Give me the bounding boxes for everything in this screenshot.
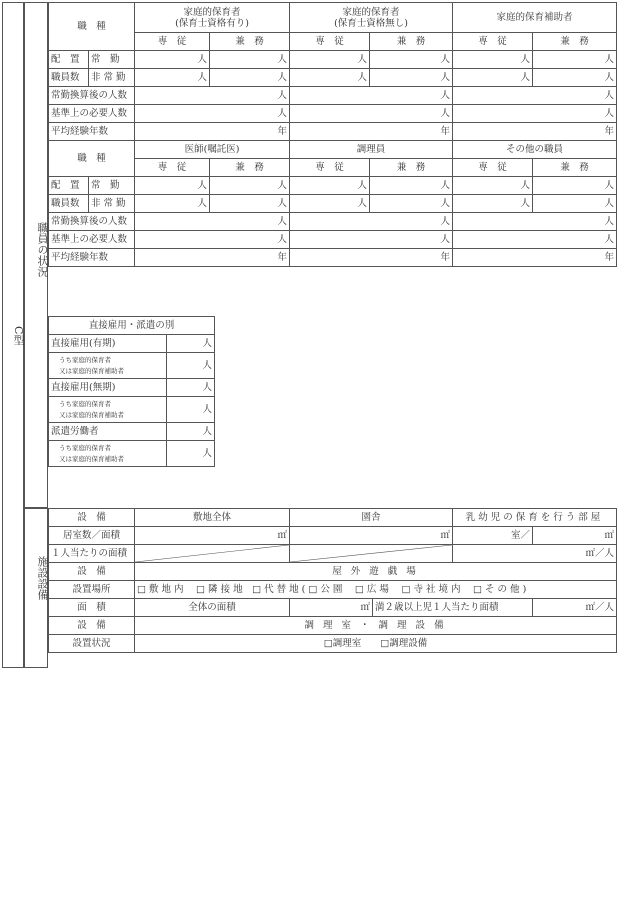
fulltime-label: 常 勤: [89, 177, 135, 195]
person-input[interactable]: 人: [210, 51, 290, 69]
count-label: 職員数: [49, 69, 89, 87]
over2-area-label: 満２歳以上児１人当たり面積: [373, 599, 533, 617]
person-input[interactable]: 人: [290, 51, 370, 69]
facility-section-label: 施設設備: [36, 556, 49, 600]
parttime-label: 非 常 勤: [89, 69, 135, 87]
person-input[interactable]: 人: [453, 213, 617, 231]
year-input[interactable]: 年: [135, 123, 290, 141]
full-label: 専 従: [453, 159, 533, 177]
part-label: 兼 務: [370, 33, 453, 51]
type-label: C型: [12, 326, 25, 346]
room-area-input[interactable]: ㎡: [533, 527, 617, 545]
full-label: 専 従: [135, 159, 210, 177]
kitchen-options[interactable]: □調理室 □調理設備: [135, 635, 617, 653]
equipment-label: 設 備: [49, 617, 135, 635]
person-input[interactable]: 人: [453, 69, 533, 87]
sub-label: うち家庭的保育者 又は家庭的保育補助者: [49, 397, 167, 423]
part-label: 兼 務: [533, 159, 617, 177]
part-label: 兼 務: [533, 33, 617, 51]
person-input[interactable]: 人: [135, 231, 290, 249]
person-input[interactable]: 人: [290, 231, 453, 249]
person-input[interactable]: 人: [167, 353, 215, 379]
alloc-label: 配 置: [49, 51, 89, 69]
part-label: 兼 務: [210, 33, 290, 51]
person-input[interactable]: 人: [167, 335, 215, 353]
col-cook-header: 調理員: [290, 141, 453, 159]
col-unqualified-header: 家庭的保育者 (保育士資格無し): [290, 3, 453, 33]
person-input[interactable]: 人: [290, 105, 453, 123]
full-label: 専 従: [290, 159, 370, 177]
experience-label: 平均経験年数: [49, 249, 135, 267]
alloc-label: 配 置: [49, 177, 89, 195]
slash-icon: [290, 545, 452, 562]
person-input[interactable]: 人: [135, 69, 210, 87]
year-input[interactable]: 年: [135, 249, 290, 267]
room-count-input[interactable]: 室／: [453, 527, 533, 545]
person-input[interactable]: 人: [167, 397, 215, 423]
person-input[interactable]: 人: [167, 379, 215, 397]
dispatch-label: 派遣労働者: [49, 423, 167, 441]
employment-title: 直接雇用・派遣の別: [49, 317, 215, 335]
person-input[interactable]: 人: [453, 195, 533, 213]
install-status-label: 設置状況: [49, 635, 135, 653]
part-label: 兼 務: [210, 159, 290, 177]
over2-area-input[interactable]: ㎡／人: [533, 599, 617, 617]
person-input[interactable]: 人: [167, 441, 215, 467]
direct-fixed-label: 直接雇用(有期): [49, 335, 167, 353]
person-input[interactable]: 人: [290, 213, 453, 231]
experience-label: 平均経験年数: [49, 123, 135, 141]
person-input[interactable]: 人: [135, 51, 210, 69]
parttime-label: 非 常 勤: [89, 195, 135, 213]
required-label: 基準上の必要人数: [49, 105, 135, 123]
person-input[interactable]: 人: [370, 69, 453, 87]
building-area-input[interactable]: ㎡: [290, 527, 453, 545]
person-input[interactable]: 人: [533, 51, 617, 69]
count-label: 職員数: [49, 195, 89, 213]
person-input[interactable]: 人: [453, 105, 617, 123]
person-input[interactable]: 人: [370, 51, 453, 69]
slash-icon: [135, 545, 289, 562]
person-input[interactable]: 人: [210, 69, 290, 87]
person-input[interactable]: 人: [135, 177, 210, 195]
diagonal-cell: [135, 545, 290, 563]
converted-label: 常勤換算後の人数: [49, 87, 135, 105]
col-qualified-header: 家庭的保育者 (保育士資格有り): [135, 3, 290, 33]
col-doctor-header: 医師(嘱託医): [135, 141, 290, 159]
full-label: 専 従: [453, 33, 533, 51]
rooms-area-label: 居室数／面積: [49, 527, 135, 545]
person-input[interactable]: 人: [167, 423, 215, 441]
person-input[interactable]: 人: [135, 213, 290, 231]
col-other-header: その他の職員: [453, 141, 617, 159]
staff-section-label: 職員の状況: [36, 222, 49, 277]
diagonal-cell: [290, 545, 453, 563]
sub-label: うち家庭的保育者 又は家庭的保育補助者: [49, 353, 167, 379]
person-input[interactable]: 人: [533, 195, 617, 213]
location-options[interactable]: □ 敷 地 内 □ 隣 接 地 □ 代 替 地 ( □ 公 園 □ 広 場 □ 寺 社 境 内 □ そ の 他 ): [135, 581, 617, 599]
kitchen-header: 調 理 室 ・ 調 理 設 備: [135, 617, 617, 635]
person-input[interactable]: 人: [210, 177, 290, 195]
employment-table: [48, 316, 215, 467]
site-area-input[interactable]: ㎡: [135, 527, 290, 545]
fulltime-label: 常 勤: [89, 51, 135, 69]
location-label: 設置場所: [49, 581, 135, 599]
year-input[interactable]: 年: [290, 249, 453, 267]
person-input[interactable]: 人: [533, 177, 617, 195]
total-area-label: 全体の面積: [135, 599, 290, 617]
person-input[interactable]: 人: [453, 51, 533, 69]
facility-table: [48, 508, 617, 653]
job-type-header: 職 種: [49, 3, 135, 51]
converted-label: 常勤換算後の人数: [49, 213, 135, 231]
area-label: 面 積: [49, 599, 135, 617]
direct-open-label: 直接雇用(無期): [49, 379, 167, 397]
year-input[interactable]: 年: [453, 249, 617, 267]
required-label: 基準上の必要人数: [49, 231, 135, 249]
person-input[interactable]: 人: [290, 177, 370, 195]
person-input[interactable]: 人: [135, 195, 210, 213]
full-label: 専 従: [290, 33, 370, 51]
per-person-input[interactable]: ㎡／人: [453, 545, 617, 563]
person-input[interactable]: 人: [135, 87, 290, 105]
building-header: 園舎: [290, 509, 453, 527]
site-total-header: 敷地全体: [135, 509, 290, 527]
person-input[interactable]: 人: [370, 177, 453, 195]
person-input[interactable]: 人: [453, 177, 533, 195]
childcare-room-header: 乳幼児の保育を行う部屋: [453, 509, 617, 527]
total-area-input[interactable]: ㎡: [290, 599, 373, 617]
person-input[interactable]: 人: [210, 195, 290, 213]
person-input[interactable]: 人: [290, 195, 370, 213]
person-input[interactable]: 人: [533, 69, 617, 87]
staff-table-childcare: [48, 2, 617, 267]
equipment-label: 設 備: [49, 509, 135, 527]
person-input[interactable]: 人: [135, 105, 290, 123]
full-label: 専 従: [135, 33, 210, 51]
person-input[interactable]: 人: [453, 87, 617, 105]
person-input[interactable]: 人: [453, 231, 617, 249]
part-label: 兼 務: [370, 159, 453, 177]
sub-label: うち家庭的保育者 又は家庭的保育補助者: [49, 441, 167, 467]
person-input[interactable]: 人: [370, 195, 453, 213]
job-type-header-2: 職 種: [49, 141, 135, 177]
year-input[interactable]: 年: [290, 123, 453, 141]
per-person-label: １人当たりの面積: [49, 545, 135, 563]
equipment-label: 設 備: [49, 563, 135, 581]
outdoor-play-header: 屋 外 遊 戯 場: [135, 563, 617, 581]
year-input[interactable]: 年: [453, 123, 617, 141]
person-input[interactable]: 人: [290, 87, 453, 105]
col-assistant-header: 家庭的保育補助者: [453, 3, 617, 33]
person-input[interactable]: 人: [290, 69, 370, 87]
